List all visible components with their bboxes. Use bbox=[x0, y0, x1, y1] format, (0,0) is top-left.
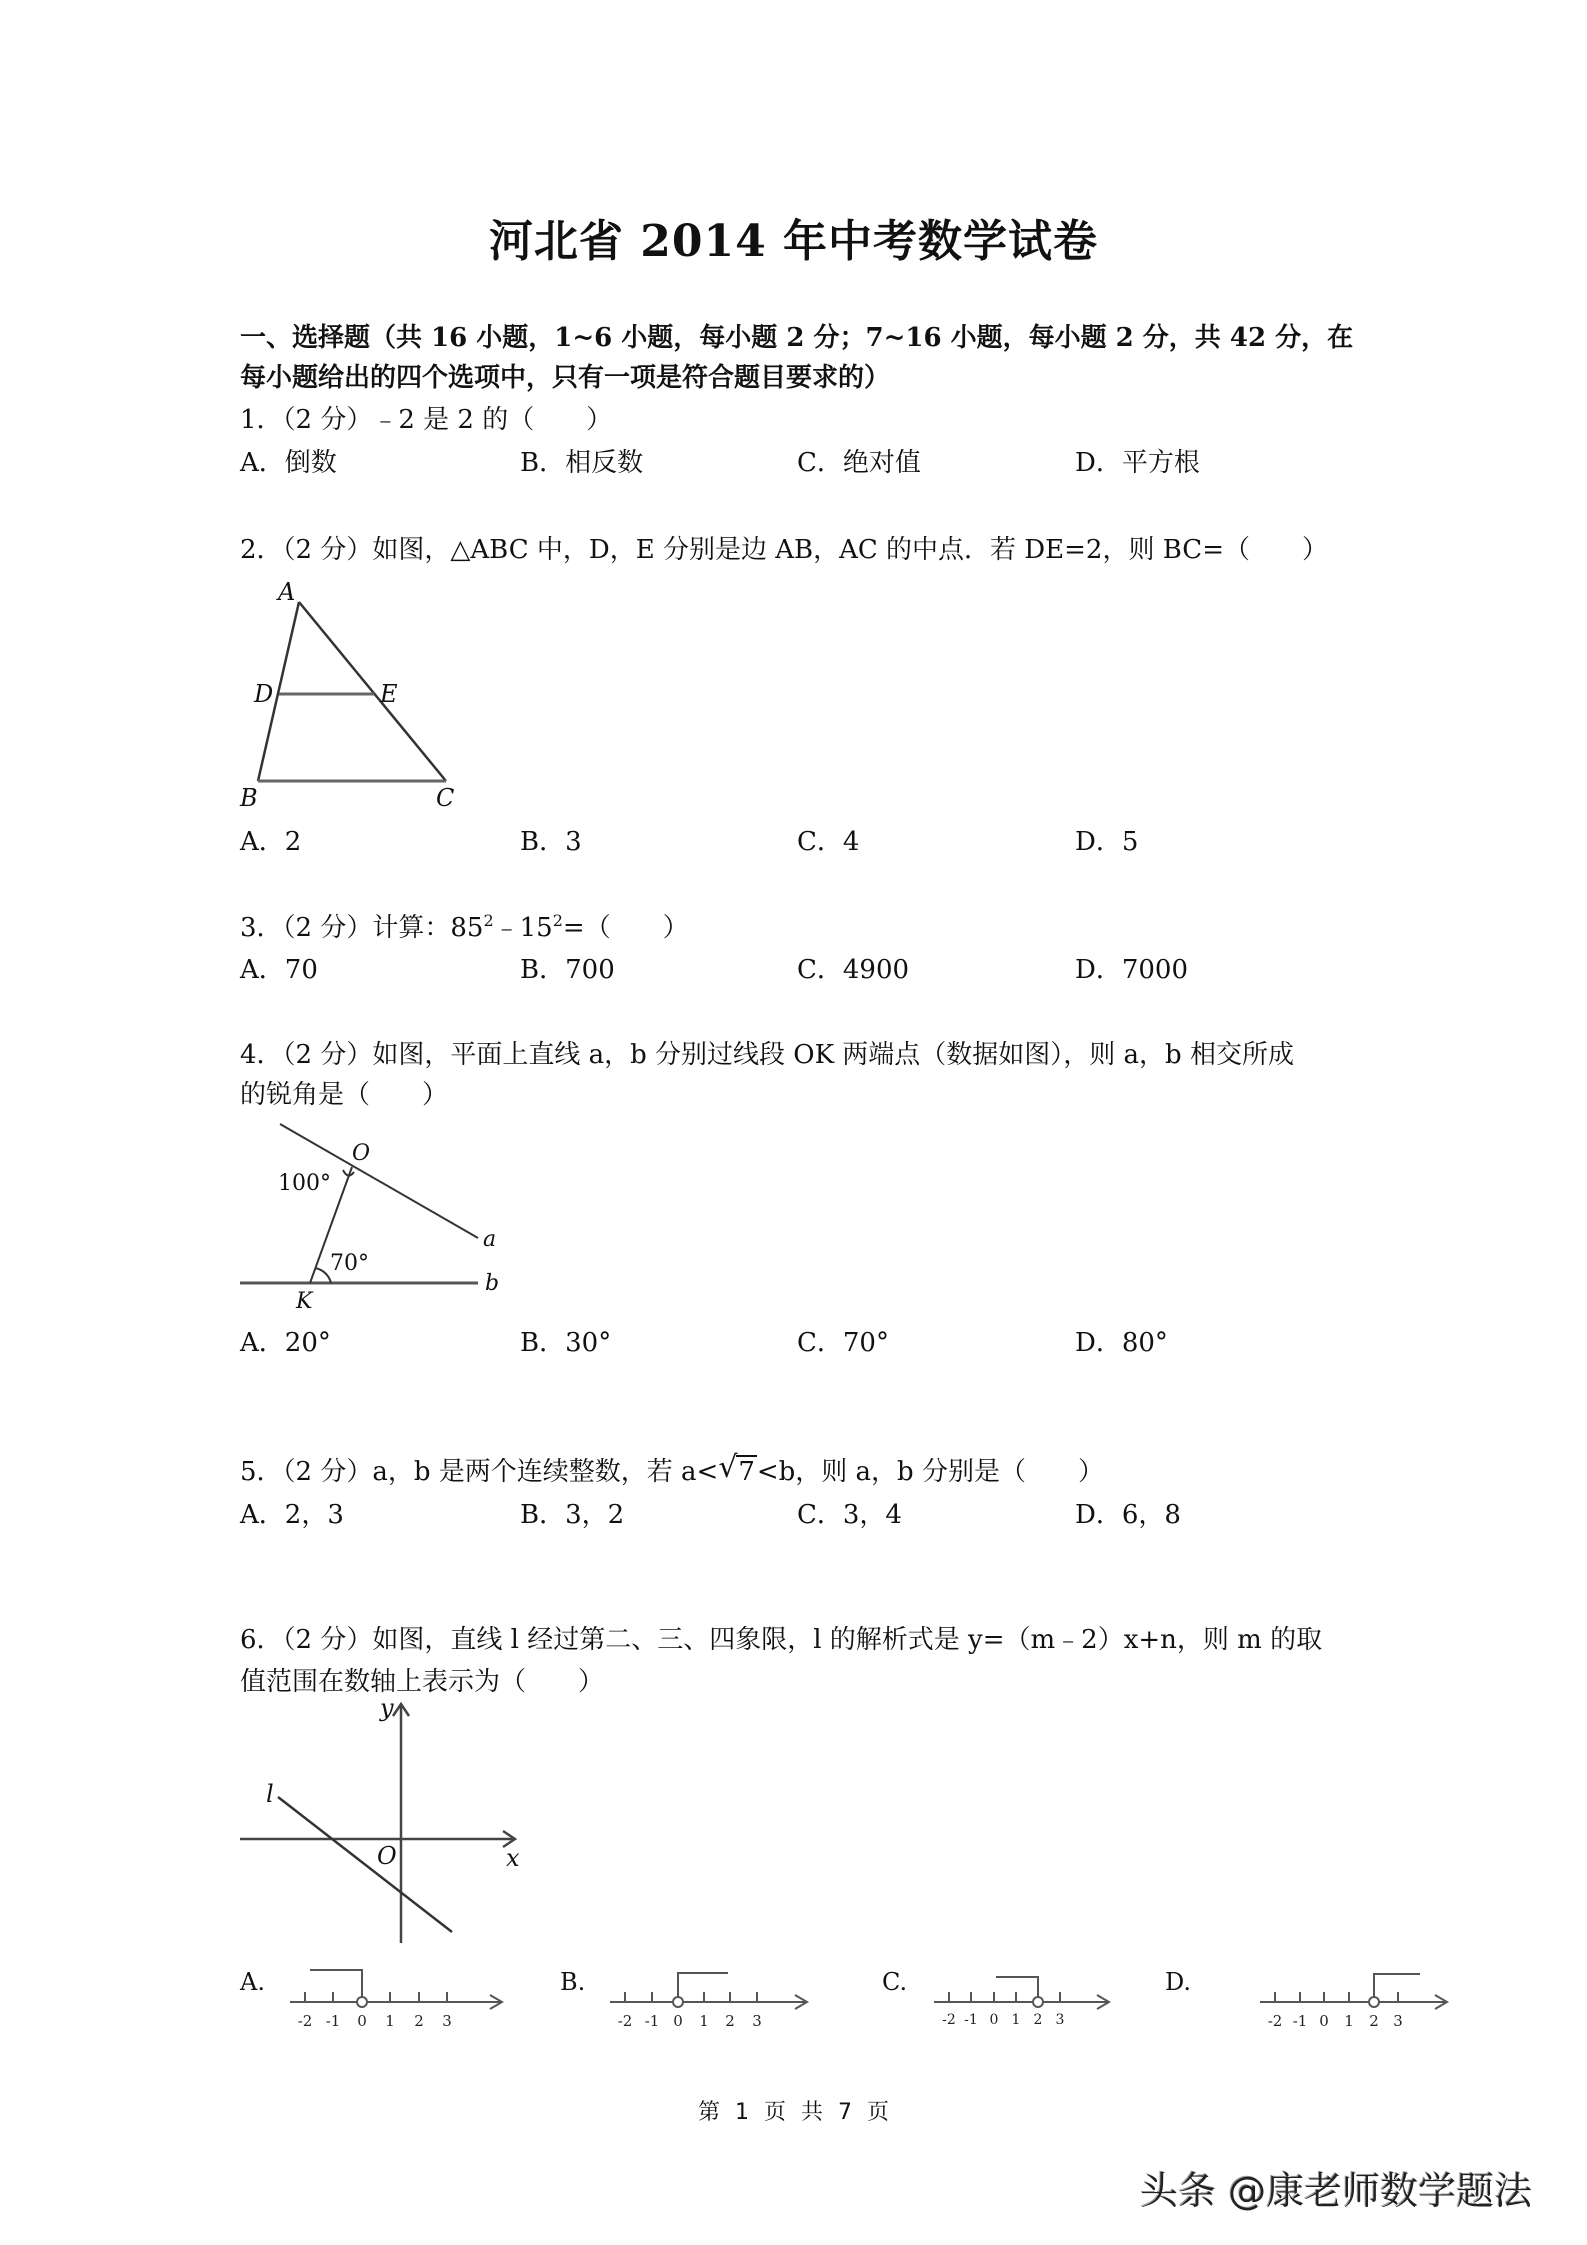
option-c[interactable]: C．4900 bbox=[797, 955, 910, 985]
tick-label: 0 bbox=[673, 2012, 683, 2030]
label-a: A bbox=[278, 578, 296, 606]
radicand: 7 bbox=[738, 1457, 755, 1487]
option-d-label: D. bbox=[1165, 1968, 1192, 1996]
option-a[interactable] bbox=[240, 1950, 520, 2030]
number-line-c bbox=[932, 1950, 1162, 2030]
tick-label: -2 bbox=[297, 2012, 313, 2030]
q3-exponent-1: 2 bbox=[483, 911, 494, 930]
tick-label: 2 bbox=[414, 2012, 424, 2030]
coordinate-plane-figure bbox=[230, 1700, 550, 1950]
question-4-line1: 4．（2 分）如图，平面上直线 a，b 分别过线段 OK 两端点（数据如图），则 a，b 相交所成 bbox=[240, 1040, 1294, 1070]
question-1-text: 1．（2 分）﹣2 是 2 的（ ） bbox=[240, 405, 613, 435]
tick-label: -1 bbox=[1292, 2012, 1308, 2030]
number-line-d bbox=[1260, 1950, 1490, 2030]
option-d[interactable]: D．80° bbox=[1075, 1328, 1168, 1358]
question-3-text bbox=[240, 908, 1360, 948]
option-d[interactable]: D．7000 bbox=[1075, 955, 1189, 985]
option-b[interactable]: B．相反数 bbox=[520, 448, 644, 478]
section-header-line1: 一、选择题（共 16 小题，1~6 小题，每小题 2 分；7~16 小题，每小题 2 分，共 42 分，在 bbox=[240, 323, 1354, 353]
question-6-line1: 6．（2 分）如图，直线 l 经过第二、三、四象限，l 的解析式是 y=（m﹣2）x+n，则 m 的取 bbox=[240, 1625, 1323, 1655]
tick-label: -1 bbox=[644, 2012, 660, 2030]
label-c: C bbox=[436, 784, 455, 812]
question-2-text: 2．（2 分）如图，△ABC 中，D，E 分别是边 AB，AC 的中点．若 DE=2，则 BC=（ ） bbox=[240, 535, 1328, 565]
option-a[interactable]: A．20° bbox=[240, 1328, 331, 1358]
intersecting-lines-figure bbox=[230, 1110, 530, 1320]
label-x: x bbox=[506, 1844, 520, 1872]
page-footer: 第 1 页 共 7 页 bbox=[698, 2100, 889, 2125]
label-origin: O bbox=[377, 1842, 397, 1870]
tick-label: 1 bbox=[1344, 2012, 1354, 2030]
option-c-label: C. bbox=[882, 1968, 908, 1996]
tick-label: 0 bbox=[1319, 2012, 1329, 2030]
number-line-b bbox=[610, 1950, 840, 2030]
question-5-text bbox=[240, 1452, 1360, 1492]
option-a[interactable]: A．2，3 bbox=[240, 1500, 344, 1530]
option-a[interactable]: A．70 bbox=[240, 955, 318, 985]
question-4-line2: 的锐角是（ ） bbox=[240, 1080, 449, 1110]
label-a: a bbox=[483, 1227, 497, 1252]
option-c[interactable]: C．70° bbox=[797, 1328, 889, 1358]
tick-label: -1 bbox=[964, 2012, 978, 2028]
tick-label: 3 bbox=[1055, 2012, 1065, 2028]
q5-suffix: <b，则 a，b 分别是（ ） bbox=[756, 1457, 1104, 1487]
tick-label: 2 bbox=[1033, 2012, 1043, 2028]
tick-label: 3 bbox=[442, 2012, 452, 2030]
q3-prefix: 3．（2 分）计算：85 bbox=[240, 913, 484, 943]
tick-label: 3 bbox=[1393, 2012, 1403, 2030]
angle-100-label: 100° bbox=[278, 1171, 331, 1196]
sqrt-expression bbox=[718, 1452, 757, 1492]
question-6-line2: 值范围在数轴上表示为（ ） bbox=[240, 1667, 605, 1697]
option-c[interactable]: C．4 bbox=[797, 827, 860, 857]
option-b[interactable]: B．30° bbox=[520, 1328, 612, 1358]
tick-label: 1 bbox=[1011, 2012, 1021, 2028]
radical-sign-icon: √ bbox=[718, 1450, 738, 1485]
section-header-line2: 每小题给出的四个选项中，只有一项是符合题目要求的） bbox=[240, 363, 891, 393]
option-d[interactable] bbox=[1165, 1950, 1485, 2030]
page-title: 河北省 2014 年中考数学试卷 bbox=[488, 216, 1099, 267]
tick-label: 1 bbox=[385, 2012, 395, 2030]
tick-label: -2 bbox=[942, 2012, 956, 2028]
label-l: l bbox=[266, 1780, 274, 1808]
label-y: y bbox=[380, 1700, 394, 1722]
option-c[interactable] bbox=[882, 1950, 1162, 2030]
tick-label: 2 bbox=[725, 2012, 735, 2030]
option-b[interactable]: B．3，2 bbox=[520, 1500, 625, 1530]
label-k: K bbox=[296, 1289, 313, 1314]
label-b: B bbox=[240, 784, 258, 812]
label-o: O bbox=[352, 1141, 371, 1166]
triangle-figure bbox=[230, 570, 490, 830]
q3-exponent-2: 2 bbox=[552, 911, 563, 930]
q3-mid: ﹣15 bbox=[493, 913, 553, 943]
option-d[interactable]: D．5 bbox=[1075, 827, 1139, 857]
option-b[interactable]: B．700 bbox=[520, 955, 615, 985]
label-b: b bbox=[485, 1271, 500, 1296]
q5-prefix: 5．（2 分）a，b 是两个连续整数，若 a< bbox=[240, 1457, 719, 1487]
q3-suffix: =（ ） bbox=[562, 913, 689, 943]
option-a[interactable]: A．2 bbox=[240, 827, 302, 857]
tick-label: -2 bbox=[1267, 2012, 1283, 2030]
tick-label: -1 bbox=[325, 2012, 341, 2030]
option-c[interactable]: C．3，4 bbox=[797, 1500, 902, 1530]
option-a-label: A. bbox=[240, 1968, 265, 1996]
option-b[interactable] bbox=[560, 1950, 840, 2030]
label-e: E bbox=[380, 680, 398, 708]
tick-label: 0 bbox=[357, 2012, 367, 2030]
angle-70-label: 70° bbox=[330, 1251, 369, 1276]
watermark: 头条 @康老师数学题法 bbox=[1140, 2169, 1533, 2213]
option-b[interactable]: B．3 bbox=[520, 827, 582, 857]
tick-label: 0 bbox=[989, 2012, 999, 2028]
option-a[interactable]: A．倒数 bbox=[240, 448, 337, 478]
number-line-a bbox=[290, 1950, 520, 2030]
option-b-label: B. bbox=[560, 1968, 586, 1996]
tick-label: 1 bbox=[699, 2012, 709, 2030]
tick-label: 2 bbox=[1369, 2012, 1379, 2030]
option-d[interactable]: D．平方根 bbox=[1075, 448, 1200, 478]
label-d: D bbox=[254, 680, 274, 708]
tick-label: 3 bbox=[752, 2012, 762, 2030]
tick-label: -2 bbox=[617, 2012, 633, 2030]
option-d[interactable]: D．6，8 bbox=[1075, 1500, 1181, 1530]
option-c[interactable]: C．绝对值 bbox=[797, 448, 921, 478]
